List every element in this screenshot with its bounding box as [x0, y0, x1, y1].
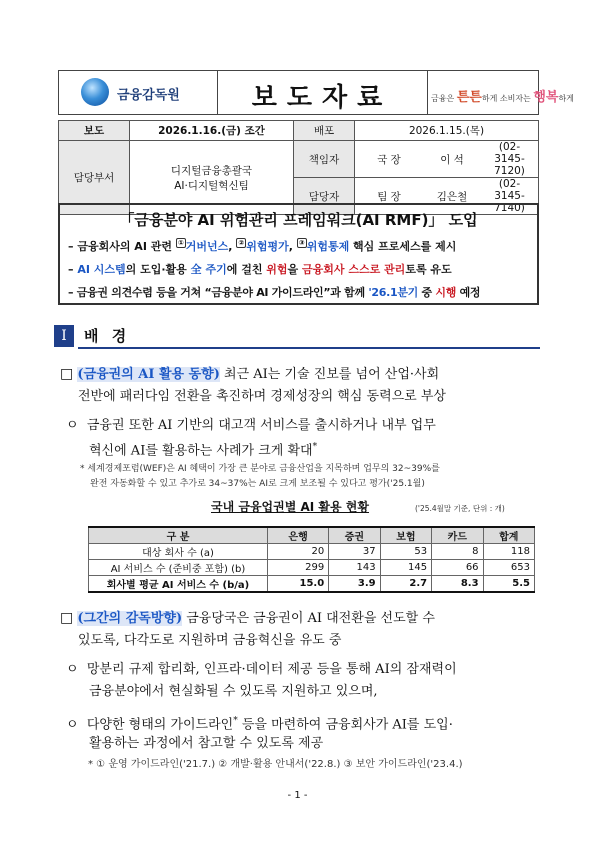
- text: 혁신에 AI를 활용하는 사례가 크게 확대: [89, 443, 313, 459]
- paragraph-1-line-2: 전반에 패러다임 전환을 촉진하며 경제성장의 핵심 동력으로 부상: [78, 389, 446, 404]
- resp-name: 이 석: [423, 141, 481, 178]
- table-cell: 66: [432, 560, 483, 576]
- dash: –: [68, 240, 74, 253]
- table-row: [89, 544, 535, 560]
- circle-number: ①: [177, 239, 184, 248]
- footnote-1-line-2: 완전 자동화할 수 있고 추가로 34~37%는 AI로 크게 보조될 수 있다고 평가('25.1월): [90, 479, 425, 489]
- slogan-mid: 하게 소비자는: [481, 94, 534, 103]
- paragraph-tag: (금융권의 AI 활용 동향): [77, 367, 220, 382]
- text: 예정: [456, 286, 481, 299]
- paragraph-4-line-1: [66, 658, 457, 681]
- logo-cell: [59, 71, 218, 114]
- section-title: 배 경: [84, 327, 131, 345]
- table-cell: 8.3: [432, 576, 483, 593]
- footnote-mark: *: [233, 716, 238, 726]
- slogan-highlight-1: 튼튼: [456, 90, 482, 105]
- highlight: 시행: [435, 286, 457, 299]
- text: 금융권 또한 AI 기반의 대고객 서비스를 출시하거나 내부 업무: [86, 418, 436, 433]
- info-table: [58, 120, 539, 215]
- text: 망분리 규제 합리화, 인프라·데이터 제공 등을 통해 AI의 잠재력이: [86, 662, 457, 677]
- table-header: 은행: [268, 527, 329, 544]
- dept-line-1: 디지털금융총괄국: [170, 164, 253, 177]
- table-cell: 37: [329, 544, 380, 560]
- text: 다양한 형태의 가이드라인: [86, 717, 234, 733]
- table-cell: 299: [268, 560, 329, 576]
- table-header: 합계: [483, 527, 534, 544]
- table-cell: 회사별 평균 AI 서비스 수 (b/a): [89, 576, 268, 593]
- dash: –: [68, 263, 74, 276]
- paragraph-5-line-2: 활용하는 과정에서 참고할 수 있도록 제공: [89, 736, 324, 751]
- highlight: 위험통제: [306, 240, 350, 253]
- contact-phone: (02-3145-7140): [481, 178, 539, 215]
- headline-bullet-1: [68, 238, 456, 254]
- footnote-mark: *: [312, 442, 318, 452]
- contact-label: 담당자: [294, 178, 355, 215]
- table-cell: 8: [432, 544, 483, 560]
- text: 금융회사의 AI 관련: [77, 240, 176, 253]
- table-cell: 118: [483, 544, 534, 560]
- table-cell: 653: [483, 560, 534, 576]
- text: 최근 AI는 기술 진보를 넘어 산업·사회: [219, 367, 440, 382]
- highlight: 全 주기: [190, 263, 227, 276]
- contact-name: 김은철: [423, 178, 481, 215]
- text: 금융권 의견수렴 등을 거쳐 “금융분야 AI 가이드라인”과 함께: [76, 286, 369, 299]
- dist-date: 2026.1.15.(목): [355, 121, 539, 141]
- logo-text: 금융감독원: [117, 88, 180, 103]
- circle-number: ②: [238, 239, 245, 248]
- table-header: 카드: [432, 527, 483, 544]
- table-header: 증권: [329, 527, 380, 544]
- table-cell: 20: [268, 544, 329, 560]
- resp-label: 책임자: [294, 141, 355, 178]
- text: 을: [287, 263, 303, 276]
- table-header: 구 분: [89, 527, 268, 544]
- footnote-2: * ① 운영 가이드라인('21.7.) ② 개발·활용 안내서('22.8.) ③ 보안 가이드라인('23.4.): [88, 759, 463, 770]
- slogan: [431, 86, 574, 105]
- fss-logo-icon: [81, 78, 109, 106]
- table-unit: ('25.4월말 기준, 단위 : 개): [415, 504, 505, 513]
- paragraph-tag: (그간의 감독방향): [77, 611, 183, 626]
- title-cell: [217, 71, 428, 114]
- paragraph-4-line-2: 금융분야에서 현실화될 수 있도록 지원하고 있으며,: [89, 684, 378, 699]
- text: 등을 마련하여 금융회사가 AI를 도입·: [237, 717, 453, 733]
- text: 중: [418, 286, 436, 299]
- dash: –: [68, 286, 74, 299]
- table-cell: 53: [380, 544, 431, 560]
- slogan-post: 하게: [558, 94, 574, 103]
- text: 의 도입·활용: [125, 263, 191, 276]
- contact-title: 팀 장: [355, 178, 424, 215]
- report-label: 보도: [59, 121, 130, 141]
- paragraph-3-line-1: [60, 607, 435, 630]
- table-cell: 5.5: [483, 576, 534, 593]
- slogan-pre: 금융은: [431, 94, 457, 103]
- table-cell: 대상 회사 수 (a): [89, 544, 268, 560]
- resp-phone: (02-3145-7120): [481, 141, 539, 178]
- slogan-highlight-2: 행복: [533, 90, 559, 105]
- text: ,: [228, 240, 237, 253]
- text: 금융당국은 금융권이 AI 대전환을 선도할 수: [182, 611, 435, 626]
- highlight: AI 시스템: [77, 263, 126, 276]
- table-row: [89, 576, 535, 593]
- table-cell: 3.9: [329, 576, 380, 593]
- table-cell: AI 서비스 수 (준비중 포함) (b): [89, 560, 268, 576]
- dist-label: 배포: [294, 121, 355, 141]
- text: 에 걸친: [226, 263, 267, 276]
- table-cell: 15.0: [268, 576, 329, 593]
- report-date: 2026.1.16.(금) 조간: [130, 121, 294, 141]
- headline-bullet-3: [68, 284, 480, 300]
- text: 토록 유도: [405, 263, 452, 276]
- circle-bullet: ㅇ: [66, 418, 79, 433]
- resp-title: 국 장: [355, 141, 424, 178]
- square-bullet-icon: □: [60, 366, 74, 382]
- section-divider: [78, 347, 540, 349]
- paragraph-2-line-1: [66, 414, 436, 437]
- page-number: - 1 -: [287, 790, 308, 801]
- circle-bullet: ㅇ: [66, 662, 79, 677]
- highlight: 금융회사 스스로 관리: [302, 263, 406, 276]
- paragraph-2-line-2: [89, 436, 317, 462]
- headline-box: [58, 203, 539, 305]
- headline-bullet-2: [68, 261, 452, 277]
- table-header: 보험: [380, 527, 431, 544]
- highlight: 위험: [266, 263, 288, 276]
- page-title: 보도자료: [251, 83, 393, 113]
- slogan-cell: [427, 71, 574, 114]
- dept-label: 담당부서: [59, 141, 130, 215]
- paragraph-3-line-2: 있도록, 다각도로 지원하며 금융혁신을 유도 중: [78, 633, 342, 648]
- table-caption: 국내 금융업권별 AI 활용 현황: [211, 500, 369, 514]
- table-cell: 2.7: [380, 576, 431, 593]
- press-header: [58, 70, 574, 115]
- headline-title: 「금융분야 AI 위험관리 프레임워크(AI RMF)」 도입: [119, 211, 478, 229]
- text: 핵심 프로세스를 제시: [349, 240, 457, 253]
- highlight: '26.1분기: [368, 286, 419, 299]
- square-bullet-icon: □: [60, 610, 74, 626]
- highlight: 거버넌스: [185, 240, 229, 253]
- section-number: I: [54, 325, 74, 347]
- stats-table: [88, 526, 535, 593]
- highlight: 위험평가: [246, 240, 289, 253]
- text: ,: [288, 240, 297, 253]
- table-cell: 145: [380, 560, 431, 576]
- circle-number: ③: [298, 239, 305, 248]
- table-row: [89, 560, 535, 576]
- dept-line-2: AI·디지털혁신팀: [174, 179, 249, 192]
- table-cell: 143: [329, 560, 380, 576]
- footnote-1-line-1: * 세계경제포럼(WEF)은 AI 혜택이 가장 큰 분야로 금융산업을 지목하며 업무의 32~39%를: [80, 464, 440, 474]
- paragraph-1-line-1: [60, 363, 439, 386]
- circle-bullet: ㅇ: [66, 717, 79, 733]
